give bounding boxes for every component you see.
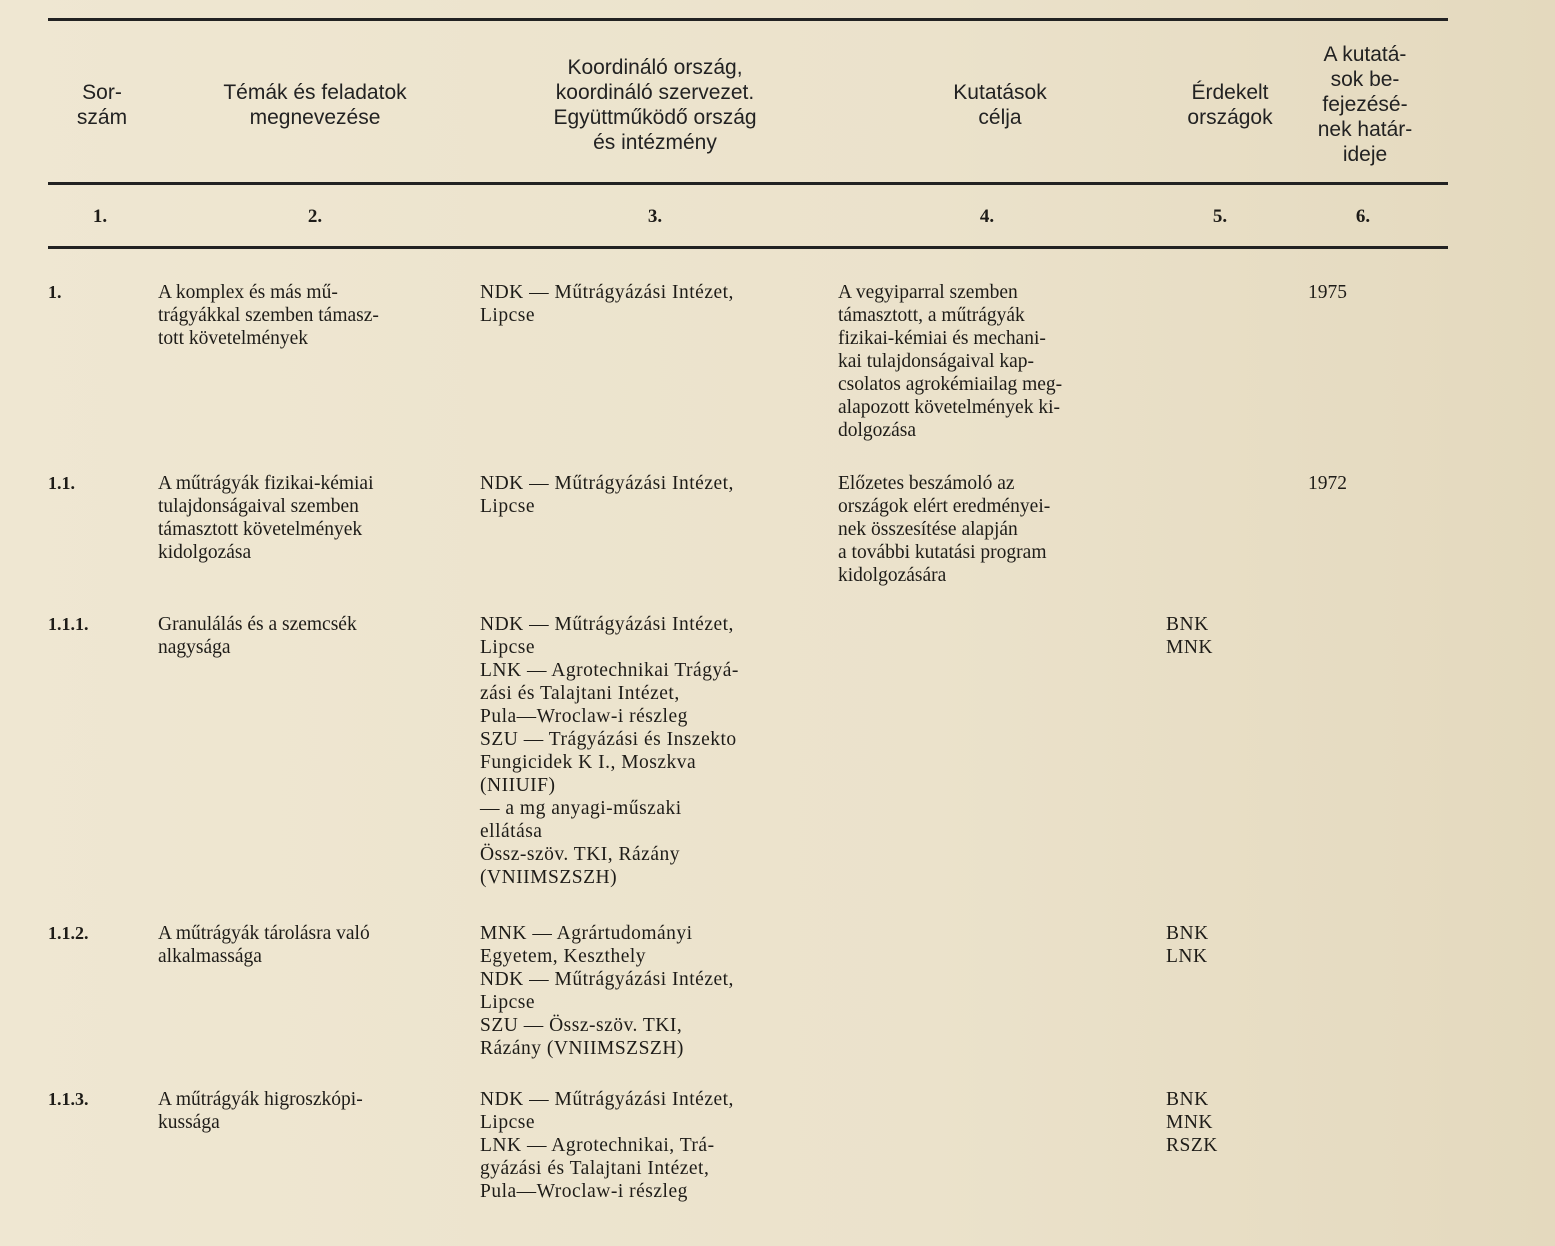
header-text-line: koordináló szervezet. bbox=[555, 81, 755, 104]
header-text-line: sok be- bbox=[1330, 68, 1400, 91]
row-kutatas-celja-line: kidolgozására bbox=[838, 565, 947, 586]
row-kutatas-celja-line: fizikai-kémiai és mechani- bbox=[838, 328, 1046, 349]
row-tema-line: A komplex és más mű- bbox=[158, 282, 338, 303]
row-hatarido: 1975 bbox=[1308, 282, 1347, 303]
row-sorszam: 1.1.2. bbox=[48, 923, 89, 943]
row-tema-line: Granulálás és a szemcsék bbox=[158, 614, 357, 635]
row-koordinalo-line: Fungicidek K I., Moszkva bbox=[480, 752, 697, 773]
row-koordinalo-line: Rázány (VNIIMSZSZH) bbox=[480, 1038, 684, 1059]
row-erdekelt-orszagok-line: MNK bbox=[1166, 637, 1214, 658]
row-tema-line: kidolgozása bbox=[158, 542, 252, 563]
row-sorszam: 1.1. bbox=[48, 473, 75, 493]
header-text-line: célja bbox=[978, 106, 1022, 129]
header-text-line: országok bbox=[1187, 106, 1273, 129]
row-koordinalo-line: NDK — Műtrágyázási Intézet, bbox=[480, 969, 734, 990]
row-erdekelt-orszagok-line: BNK bbox=[1166, 923, 1209, 944]
row-sorszam: 1.1.3. bbox=[48, 1089, 89, 1109]
header-text-line: ideje bbox=[1342, 143, 1388, 166]
row-erdekelt-orszagok-line: LNK bbox=[1166, 946, 1208, 967]
header-col-koordinalo bbox=[505, 55, 805, 155]
row-tema-line: tulajdonságaival szemben bbox=[158, 496, 359, 517]
row-koordinalo bbox=[480, 281, 734, 327]
row-kutatas-celja-line: kai tulajdonságaival kap- bbox=[838, 351, 1035, 372]
column-number-3: 3. bbox=[647, 206, 663, 227]
row-koordinalo-line: (NIIUIF) bbox=[480, 775, 556, 796]
row-kutatas-celja-line: országok elért eredményei- bbox=[838, 496, 1051, 517]
row-kutatas-celja-line: alapozott követelmények ki- bbox=[838, 397, 1061, 418]
row-koordinalo-line: NDK — Műtrágyázási Intézet, bbox=[480, 282, 734, 303]
header-text-line: Témák és feladatok bbox=[223, 81, 407, 104]
row-tema bbox=[158, 613, 357, 659]
header-text-line: szám bbox=[76, 106, 128, 129]
row-kutatas-celja bbox=[838, 281, 1062, 442]
row-koordinalo-line: Lipcse bbox=[480, 637, 535, 658]
row-koordinalo-line: NDK — Műtrágyázási Intézet, bbox=[480, 473, 734, 494]
header-col-sorszam bbox=[62, 80, 142, 130]
row-sorszam: 1.1.1. bbox=[48, 614, 89, 634]
row-koordinalo-line: Össz-szöv. TKI, Rázány bbox=[480, 844, 680, 865]
row-koordinalo-line: — a mg anyagi-műszaki bbox=[480, 798, 682, 819]
row-koordinalo-line: NDK — Műtrágyázási Intézet, bbox=[480, 1089, 734, 1110]
row-koordinalo-line: ellátása bbox=[480, 821, 543, 842]
row-tema-line: kussága bbox=[158, 1112, 220, 1133]
row-kutatas-celja-line: nek összesítése alapján bbox=[838, 519, 1018, 540]
row-tema-line: trágyákkal szemben támasz- bbox=[158, 305, 379, 326]
row-koordinalo bbox=[480, 1088, 734, 1203]
row-kutatas-celja-line: a további kutatási program bbox=[838, 542, 1047, 563]
row-koordinalo-line: Lipcse bbox=[480, 1112, 535, 1133]
row-koordinalo-line: Lipcse bbox=[480, 305, 535, 326]
row-kutatas-celja-line: dolgozása bbox=[838, 420, 916, 441]
header-text-line: Együttműködő ország bbox=[553, 106, 757, 129]
header-text-line: Érdekelt bbox=[1191, 81, 1269, 104]
row-koordinalo-line: Pula—Wroclaw-i részleg bbox=[480, 1181, 688, 1202]
row-erdekelt-orszagok bbox=[1166, 922, 1209, 968]
header-col-kutatasok-celja bbox=[900, 80, 1100, 130]
row-tema-line: nagysága bbox=[158, 637, 231, 658]
row-koordinalo-line: Lipcse bbox=[480, 992, 535, 1013]
header-text-line: nek határ- bbox=[1317, 118, 1413, 141]
column-number-6: 6. bbox=[1355, 206, 1371, 227]
row-koordinalo bbox=[480, 922, 734, 1060]
row-erdekelt-orszagok-line: RSZK bbox=[1166, 1135, 1218, 1156]
column-number-rule bbox=[48, 246, 1448, 249]
column-number-2: 2. bbox=[307, 206, 323, 227]
row-kutatas-celja-line: Előzetes beszámoló az bbox=[838, 473, 1015, 494]
row-tema-line: alkalmassága bbox=[158, 946, 262, 967]
row-tema bbox=[158, 1088, 363, 1134]
row-koordinalo-line: LNK — Agrotechnikai Trágyá- bbox=[480, 660, 739, 681]
row-erdekelt-orszagok bbox=[1166, 613, 1213, 659]
row-tema bbox=[158, 922, 370, 968]
header-text-line: Sor- bbox=[82, 81, 122, 104]
header-text-line: megnevezése bbox=[249, 106, 381, 129]
row-erdekelt-orszagok-line: MNK bbox=[1166, 1112, 1214, 1133]
column-number-1: 1. bbox=[92, 206, 108, 227]
column-number-5: 5. bbox=[1212, 206, 1228, 227]
row-tema-line: A műtrágyák tárolásra való bbox=[158, 923, 370, 944]
row-tema-line: támasztott követelmények bbox=[158, 519, 363, 540]
top-rule bbox=[48, 18, 1448, 21]
row-koordinalo-line: Egyetem, Keszthely bbox=[480, 946, 647, 967]
header-text-line: és intézmény bbox=[593, 131, 717, 154]
row-sorszam: 1. bbox=[48, 282, 62, 302]
header-text-line: A kutatá- bbox=[1323, 43, 1407, 66]
row-koordinalo-line: SZU — Trágyázási és Inszekto bbox=[480, 729, 737, 750]
row-kutatas-celja bbox=[838, 472, 1050, 587]
row-kutatas-celja-line: csolatos agrokémiailag meg- bbox=[838, 374, 1063, 395]
row-tema bbox=[158, 281, 379, 350]
row-koordinalo-line: MNK — Agrártudományi bbox=[480, 923, 693, 944]
header-col-temak bbox=[170, 80, 460, 130]
header-text-line: fejezésé- bbox=[1322, 93, 1408, 116]
row-koordinalo bbox=[480, 472, 734, 518]
row-tema-line: A műtrágyák fizikai-kémiai bbox=[158, 473, 374, 494]
row-tema bbox=[158, 472, 374, 564]
header-text-line: Kutatások bbox=[953, 81, 1047, 104]
row-koordinalo-line: SZU — Össz-szöv. TKI, bbox=[480, 1015, 683, 1036]
row-hatarido: 1972 bbox=[1308, 473, 1347, 494]
row-koordinalo-line: zási és Talajtani Intézet, bbox=[480, 683, 680, 704]
row-tema-line: tott követelmények bbox=[158, 328, 309, 349]
row-kutatas-celja-line: támasztott, a műtrágyák bbox=[838, 305, 1025, 326]
header-rule bbox=[48, 182, 1448, 185]
row-erdekelt-orszagok-line: BNK bbox=[1166, 614, 1209, 635]
row-erdekelt-orszagok-line: BNK bbox=[1166, 1089, 1209, 1110]
header-col-hatarido bbox=[1295, 42, 1435, 167]
row-koordinalo-line: NDK — Műtrágyázási Intézet, bbox=[480, 614, 734, 635]
row-koordinalo-line: gyázási és Talajtani Intézet, bbox=[480, 1158, 710, 1179]
row-koordinalo-line: (VNIIMSZSZH) bbox=[480, 867, 618, 888]
row-koordinalo bbox=[480, 613, 739, 889]
column-number-4: 4. bbox=[979, 206, 995, 227]
row-erdekelt-orszagok bbox=[1166, 1088, 1218, 1157]
row-tema-line: A műtrágyák higroszkópi- bbox=[158, 1089, 363, 1110]
row-koordinalo-line: LNK — Agrotechnikai, Trá- bbox=[480, 1135, 715, 1156]
header-text-line: Koordináló ország, bbox=[567, 56, 743, 79]
row-koordinalo-line: Pula—Wroclaw-i részleg bbox=[480, 706, 688, 727]
row-kutatas-celja-line: A vegyiparral szemben bbox=[838, 282, 1018, 303]
row-koordinalo-line: Lipcse bbox=[480, 496, 535, 517]
header-col-erdekelt-orszagok bbox=[1160, 80, 1300, 130]
